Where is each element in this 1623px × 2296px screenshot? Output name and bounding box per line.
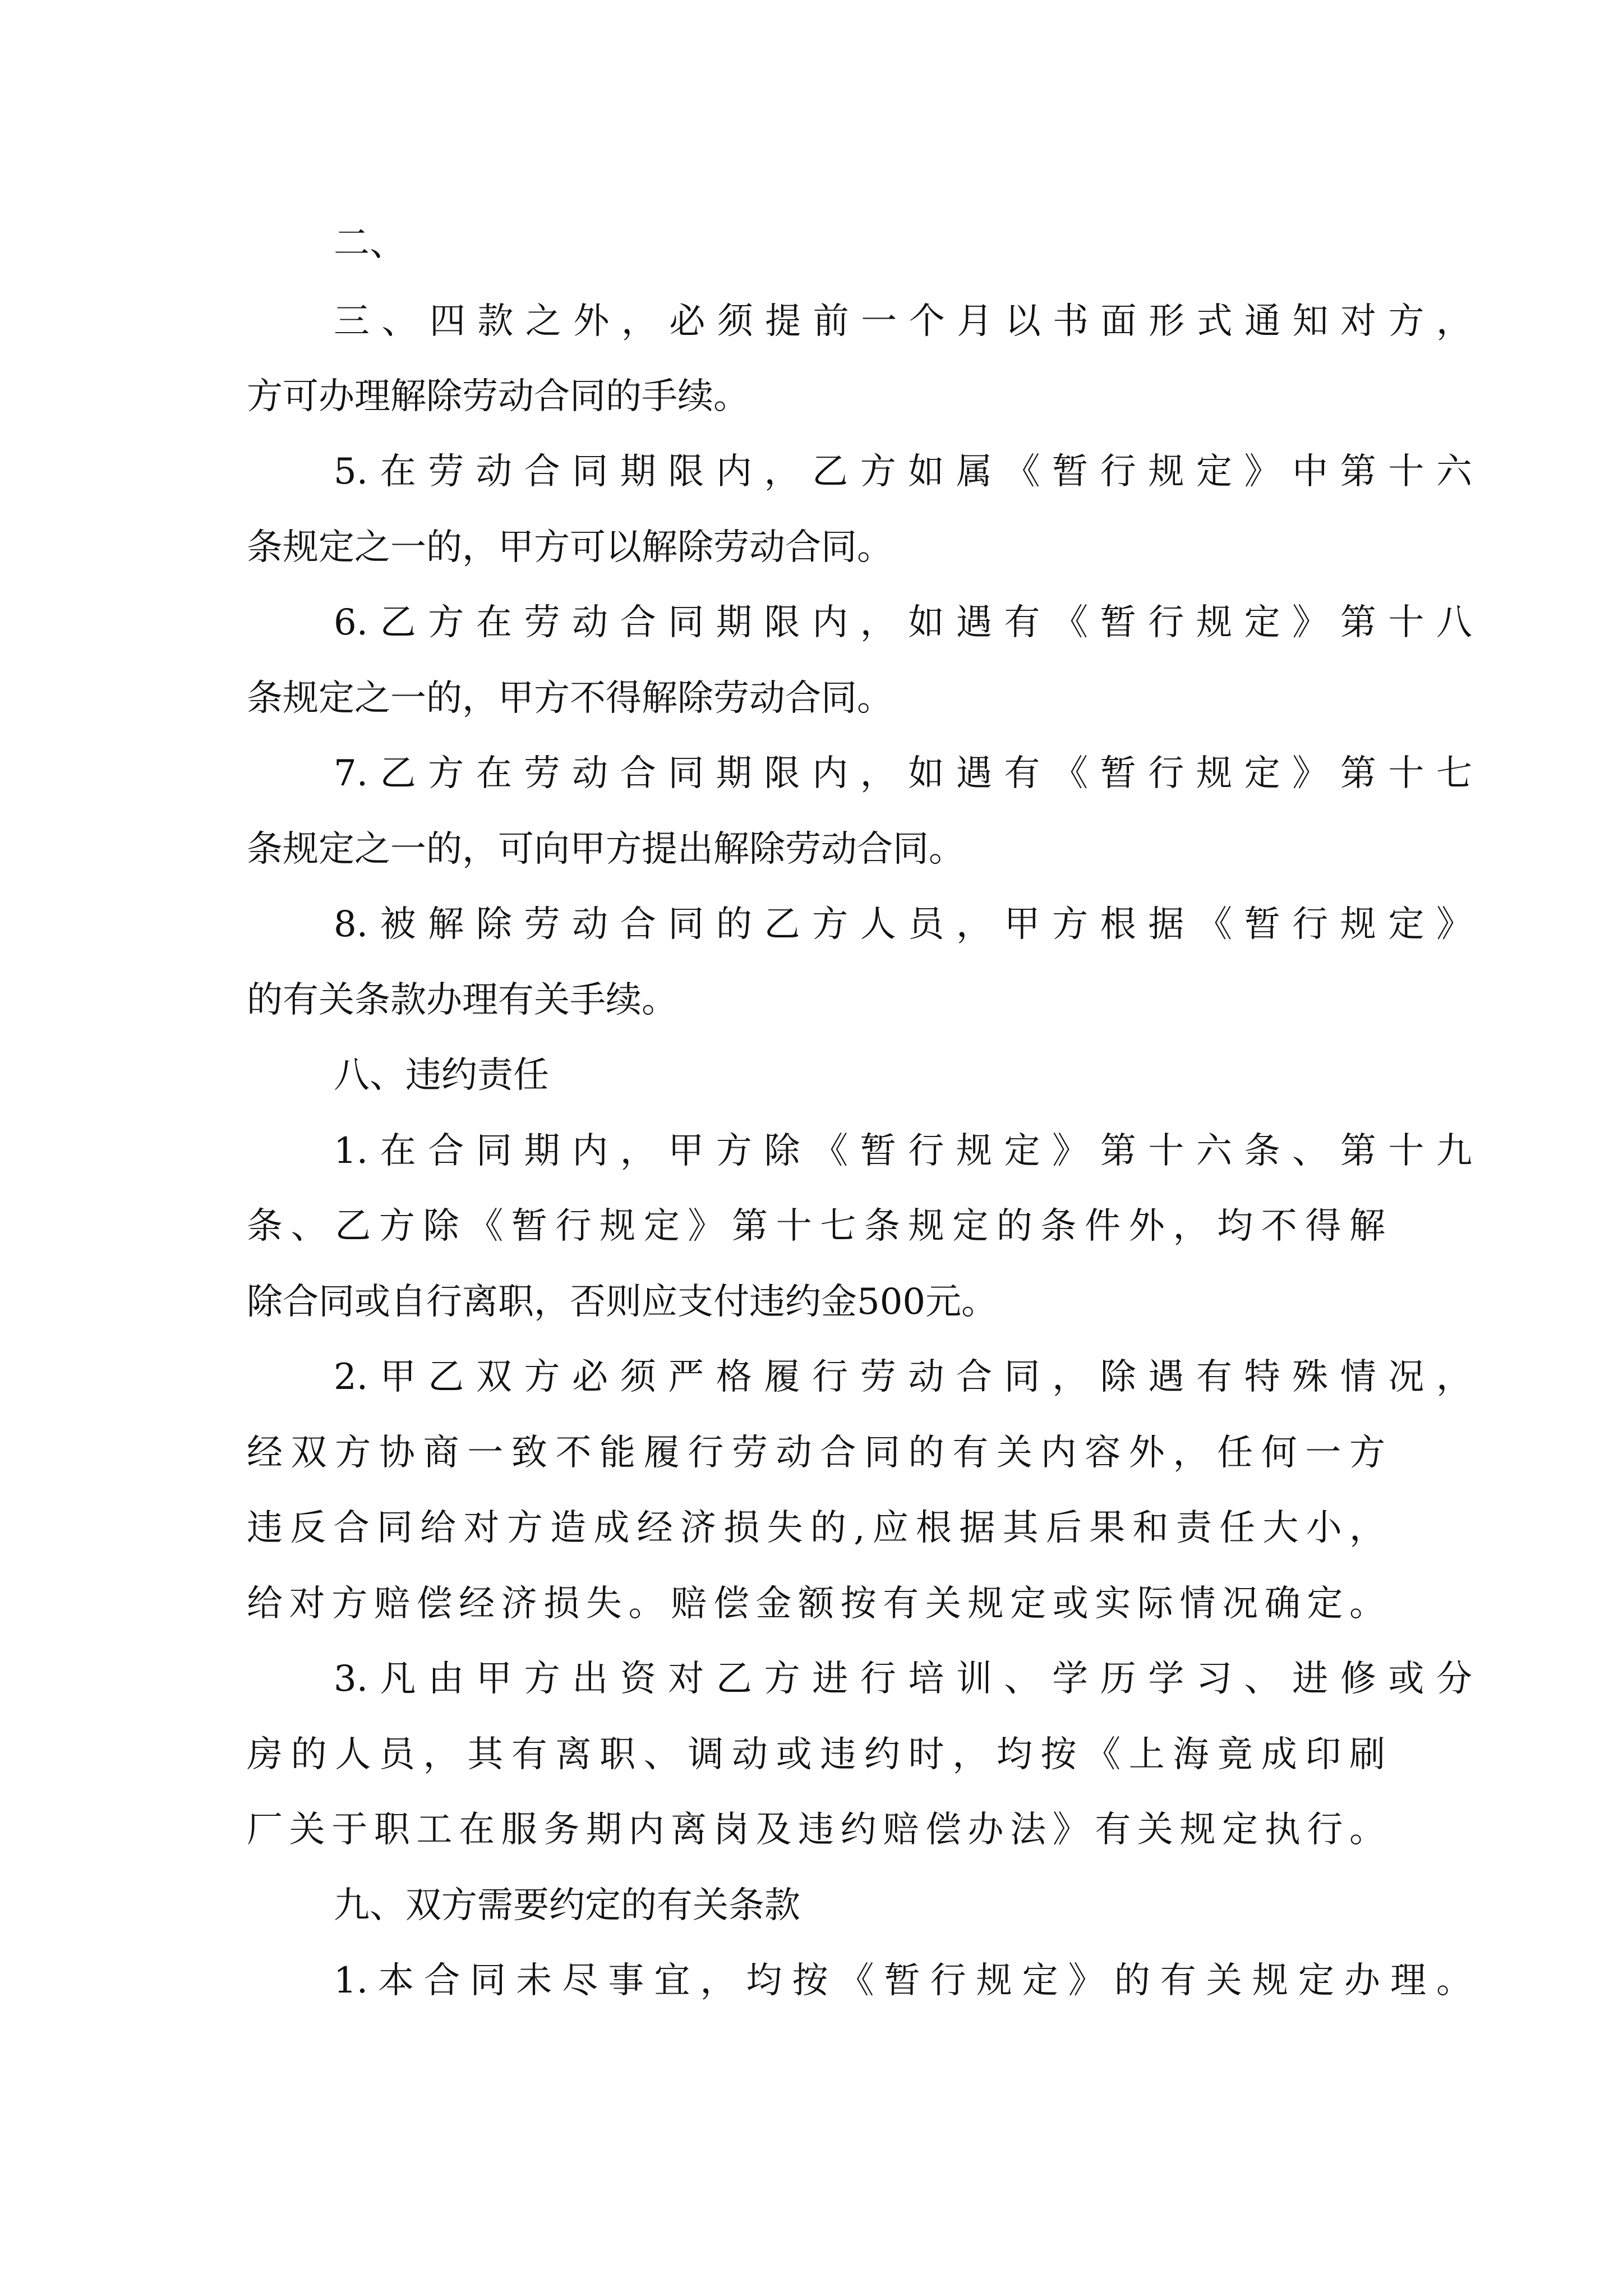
text-line-8: 7.乙方在劳动合同期限内，如遇有《暂行规定》第十七 — [334, 753, 1472, 794]
text-line-20: 3.凡由甲方出资对乙方进行培训、学历学习、进修或分 — [334, 1658, 1472, 1700]
text-line-3: 方可办理解除劳动合同的手续。 — [247, 376, 749, 417]
text-line-13: 1.在合同期内，甲方除《暂行规定》第十六条、第十九 — [334, 1130, 1472, 1172]
text-line-22: 厂关于职工在服务期内离岗及违约赔偿办法》有关规定执行。 — [247, 1809, 1385, 1851]
text-line-1: 二、 — [334, 223, 405, 264]
text-line-14: 条、乙方除《暂行规定》第十七条规定的条件外，均不得解 — [247, 1205, 1385, 1247]
section-heading-8: 八、违约责任 — [334, 1055, 549, 1096]
text-line-7: 条规定之一的，甲方不得解除劳动合同。 — [247, 678, 893, 719]
text-line-11: 的有关条款办理有关手续。 — [247, 979, 677, 1021]
text-line-18: 违反合同给对方造成经济损失的,应根据其后果和责任大小， — [247, 1507, 1385, 1549]
text-line-21: 房的人员，其有离职、调动或违约时，均按《上海竟成印刷 — [247, 1734, 1385, 1775]
text-line-10: 8.被解除劳动合同的乙方人员，甲方根据《暂行规定》 — [334, 904, 1472, 945]
text-line-2: 三、四款之外，必须提前一个月以书面形式通知对方， — [334, 301, 1472, 342]
text-line-6: 6.乙方在劳动合同期限内，如遇有《暂行规定》第十八 — [334, 602, 1472, 643]
text-line-9: 条规定之一的，可向甲方提出解除劳动合同。 — [247, 829, 965, 870]
section-heading-9: 九、双方需要约定的有关条款 — [334, 1885, 800, 1926]
text-line-19: 给对方赔偿经济损失。赔偿金额按有关规定或实际情况确定。 — [247, 1583, 1385, 1625]
text-line-24: 1.本合同未尽事宜，均按《暂行规定》的有关规定办理。 — [334, 1960, 1472, 2001]
text-line-5: 条规定之一的，甲方可以解除劳动合同。 — [247, 527, 893, 568]
text-line-17: 经双方协商一致不能履行劳动合同的有关内容外，任何一方 — [247, 1432, 1385, 1474]
text-line-15: 除合同或自行离职，否则应支付违约金500元。 — [247, 1281, 998, 1323]
text-line-16: 2.甲乙双方必须严格履行劳动合同，除遇有特殊情况， — [334, 1356, 1472, 1398]
text-line-4: 5.在劳动合同期限内，乙方如属《暂行规定》中第十六 — [334, 451, 1472, 493]
